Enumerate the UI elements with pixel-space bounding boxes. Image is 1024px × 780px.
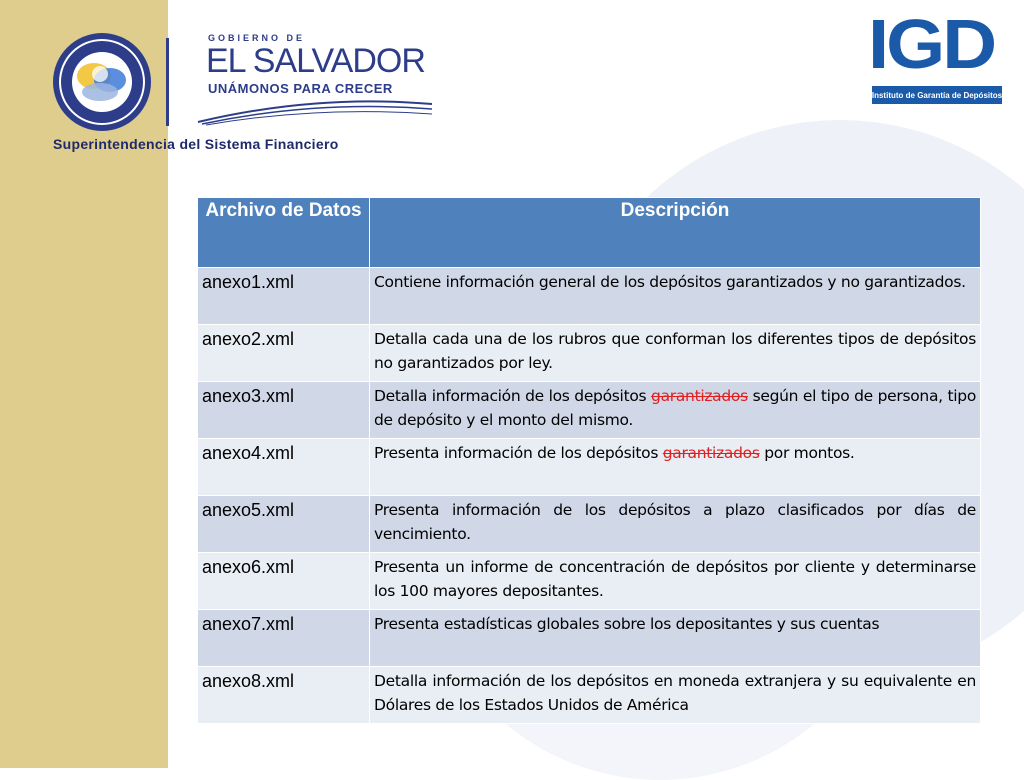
data-files-table [197,197,981,724]
table-row [198,325,981,382]
struck-word: garantizados [662,444,760,462]
struck-word: garantizados [651,387,748,405]
file-name-cell: anexo1.xml [198,268,370,325]
description-cell: Detalla información de los depósitos garantizados según el tipo de persona, tipo de depósito y el monto del mismo. [370,382,981,439]
description-cell: Contiene información general de los depósitos garantizados y no garantizados. [370,268,981,325]
ssf-seal-logo [52,32,152,132]
description-cell: Presenta información de los depósitos garantizados por montos. [370,439,981,496]
file-name-cell: anexo5.xml [198,496,370,553]
el-salvador-wordmark: EL SALVADOR [206,42,425,80]
table-row [198,268,981,325]
file-name-cell: anexo3.xml [198,382,370,439]
institution-name: Superintendencia del Sistema Financiero [53,136,339,152]
table-row [198,439,981,496]
description-cell: Presenta estadísticas globales sobre los depositantes y sus cuentas [370,610,981,667]
description-cell: Presenta información de los depósitos a plazo clasificados por días de vencimiento. [370,496,981,553]
description-cell: Presenta un informe de concentración de depósitos por cliente y determinarse los 100 mayores depositantes. [370,553,981,610]
table-row [198,382,981,439]
file-name-cell: anexo6.xml [198,553,370,610]
igd-subtitle: Instituto de Garantía de Depósitos [872,86,1002,104]
table-row [198,610,981,667]
file-name-cell: anexo7.xml [198,610,370,667]
file-name-cell: anexo2.xml [198,325,370,382]
column-header-file: Archivo de Datos [198,198,370,268]
column-header-description: Descripción [370,198,981,268]
table-header-row [198,198,981,268]
table-row [198,667,981,724]
flag-swoosh [196,96,436,126]
file-name-cell: anexo8.xml [198,667,370,724]
government-slogan: UNÁMONOS PARA CRECER [208,81,393,96]
description-cell: Detalla información de los depósitos en moneda extranjera y su equivalente en Dólares de los Estados Unidos de América [370,667,981,724]
igd-logo: IGD [868,5,995,84]
table-row [198,553,981,610]
description-cell: Detalla cada una de los rubros que conforman los diferentes tipos de depósitos no garantizados por ley. [370,325,981,382]
header-divider [166,38,169,126]
file-name-cell: anexo4.xml [198,439,370,496]
table-row [198,496,981,553]
government-label: GOBIERNO DE [208,33,306,43]
